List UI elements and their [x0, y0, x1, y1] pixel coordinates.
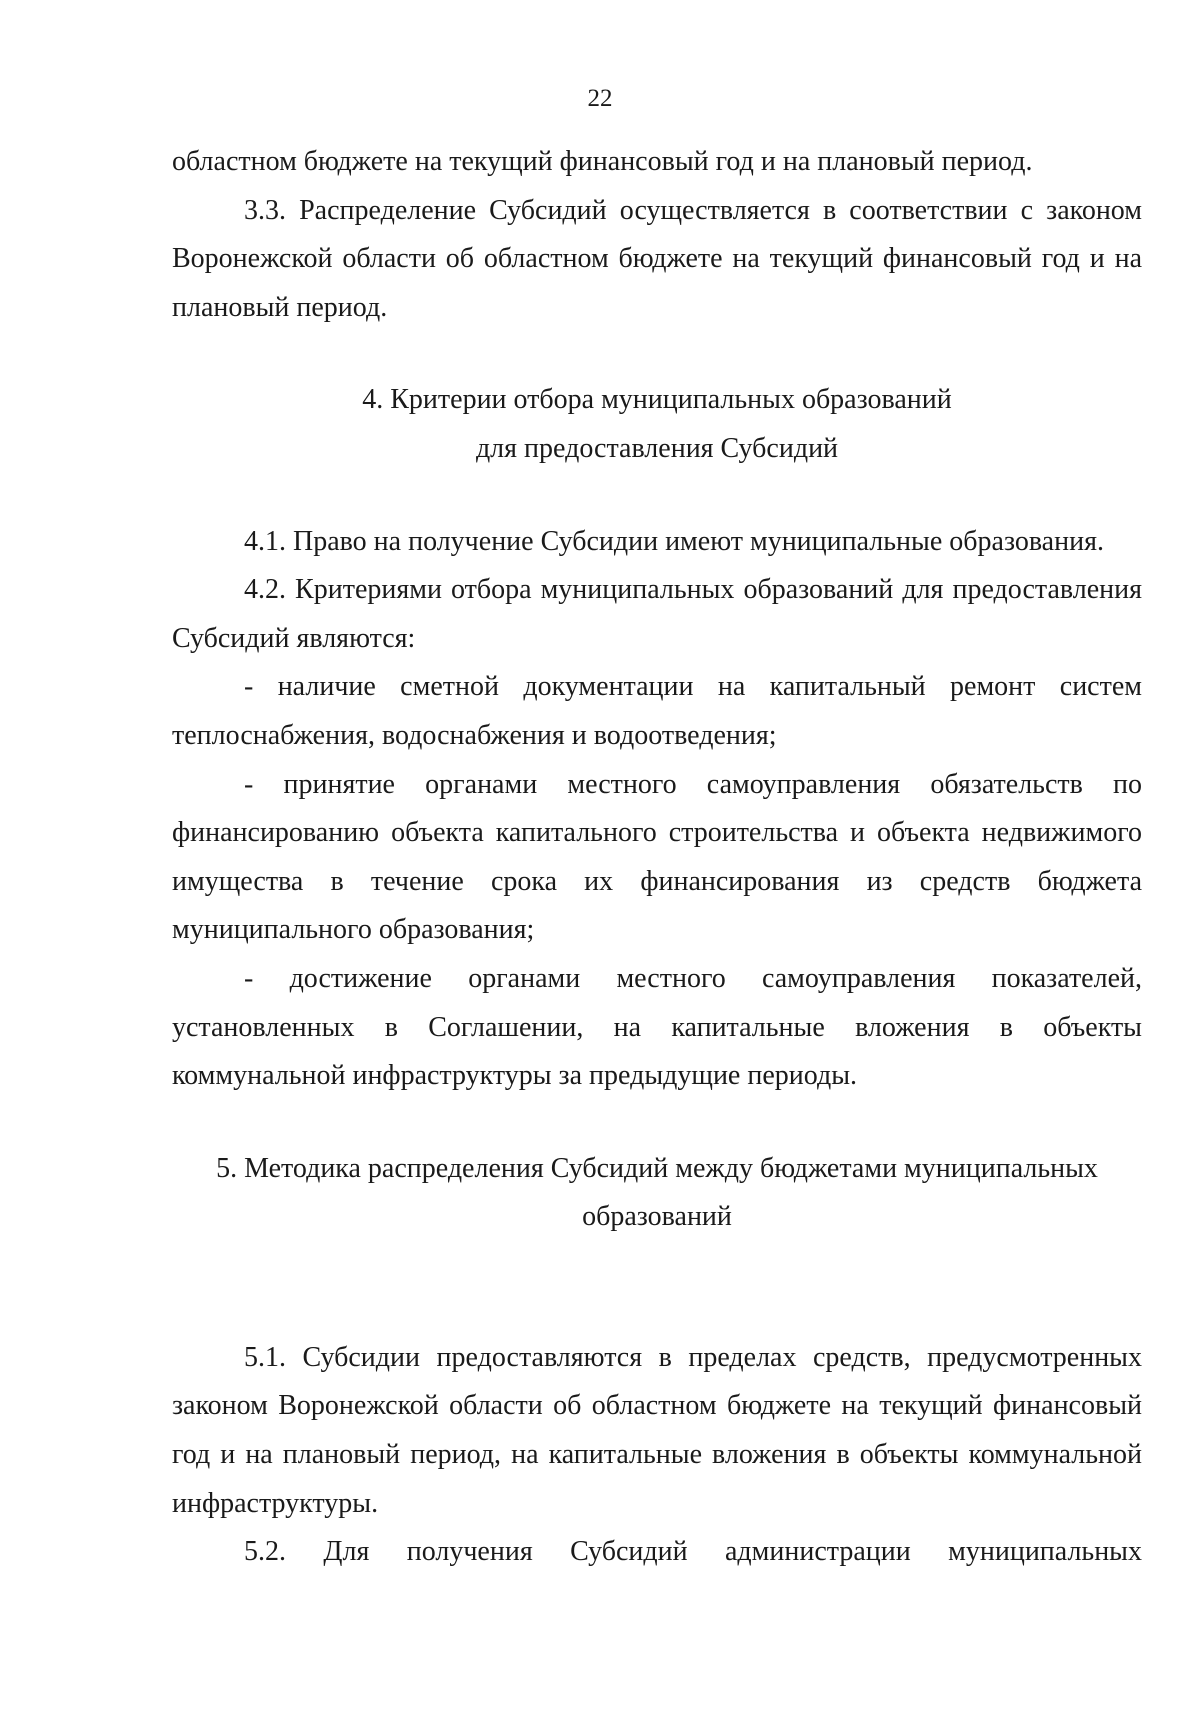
- page-number: 22: [587, 85, 613, 112]
- section-heading-4-line-2: для предоставления Субсидий: [475, 432, 839, 464]
- criteria-item: - принятие органами местного самоуправления обязательств по финансированию объекта капитального строительства и объекта недвижимого имущества в течение срока их финансирования из средств бюджета муниципального образования;: [172, 768, 1142, 946]
- paragraph-3-3: 3.3. Распределение Субсидий осуществляется в соответствии с законом Воронежской области об областном бюджете на текущий финансовый год и на плановый период.: [172, 194, 1142, 323]
- paragraph-continuation: областном бюджете на текущий финансовый год и на плановый период.: [172, 146, 1033, 177]
- criteria-item: - наличие сметной документации на капитальный ремонт систем теплоснабжения, водоснабжения и водоотведения;: [172, 671, 1142, 751]
- paragraph-4-1: 4.1. Право на получение Субсидии имеют муниципальные образования.: [244, 525, 1104, 557]
- section-heading-5: [172, 1145, 1142, 1242]
- paragraph-5-1: 5.1. Субсидии предоставляются в пределах средств, предусмотренных законом Воронежской области об областном бюджете на текущий финансовый год и на плановый период, на капитальные вложения в объекты коммунальной инфраструктуры.: [172, 1341, 1142, 1519]
- section-heading-4: [172, 376, 1142, 473]
- section-heading-5-line-1: 5. Методика распределения Субсидий между бюджетами муниципальных: [216, 1152, 1098, 1184]
- paragraph-5-2: 5.2. Для получения Субсидий администрации муниципальных: [244, 1536, 1142, 1568]
- spacer: [172, 1242, 1142, 1334]
- paragraph-4-2: 4.2. Критериями отбора муниципальных образований для предоставления Субсидий являются:: [172, 574, 1142, 654]
- spacer: [172, 332, 1142, 376]
- criteria-item: - достижение органами местного самоуправления показателей, установленных в Соглашении, на капитальные вложения в объекты коммунальной инфраструктуры за предыдущие периоды.: [172, 962, 1142, 1092]
- spacer: [172, 474, 1142, 518]
- section-heading-4-line-1: 4. Критерии отбора муниципальных образований: [362, 384, 952, 416]
- document-body: [172, 138, 1142, 1577]
- section-heading-5-line-2: образований: [582, 1201, 732, 1233]
- spacer: [172, 1101, 1142, 1145]
